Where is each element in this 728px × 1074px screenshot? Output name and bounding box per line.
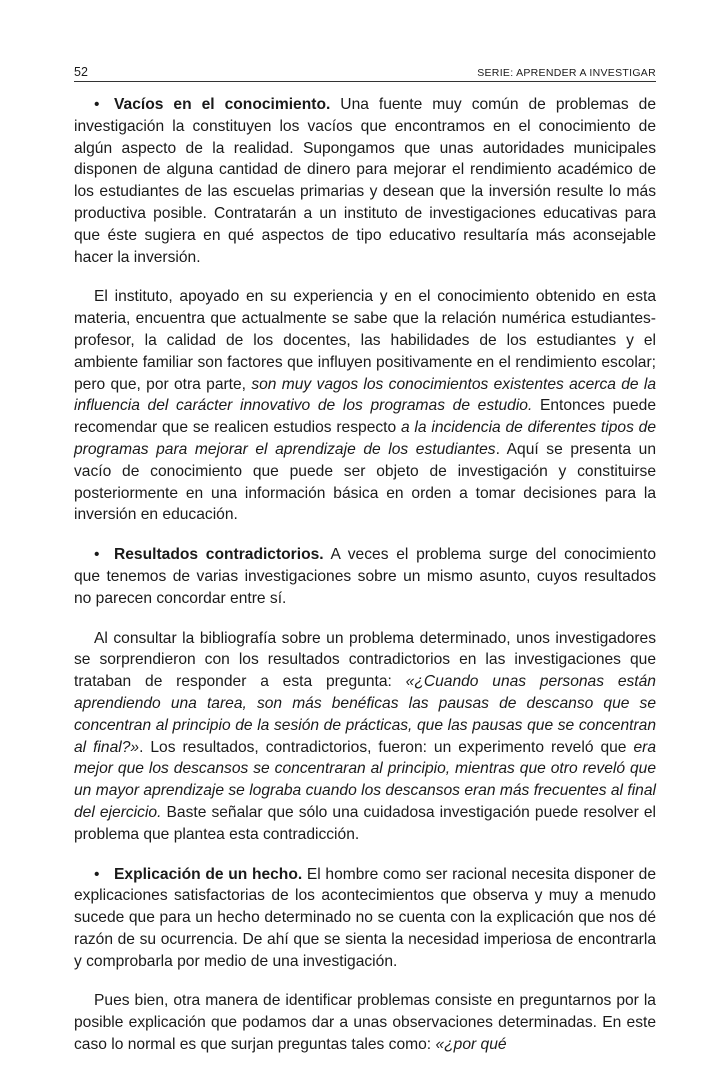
page-number: 52 bbox=[74, 65, 88, 79]
emphasis-text: son muy vagos los conocimientos existentes acerca de la influencia del carácter innovativo de los programas de estudio. bbox=[74, 375, 656, 415]
paragraph-text: El hombre como ser racional necesita disponer de explicaciones satisfactorias de los acontecimientos que observa y muy a menudo sucede que para un hecho determinado no se cuenta con la explicación que nos dé razón de su ocurrencia. De ahí que se sienta la necesidad imperiosa de encontrarla y comprobarla por medio de una investigación. bbox=[74, 865, 656, 970]
paragraph-text: A veces el problema surge del conocimiento que tenemos de varias investigaciones sobre un mismo asunto, cuyos resultados no parecen concordar entre sí. bbox=[74, 546, 656, 607]
bullet-icon: • bbox=[94, 546, 100, 564]
body-text bbox=[74, 94, 656, 1074]
emphasis-text: era mejor que los descansos se concentraran al principio, mientras que otro reveló que un mayor aprendizaje se lograba cuando los descansos eran más frecuentes al final del ejercicio. bbox=[74, 738, 656, 821]
series-title: SERIE: APRENDER A INVESTIGAR bbox=[477, 67, 656, 79]
paragraph-text: Una fuente muy común de problemas de investigación la constituyen los vacíos que encontramos en el conocimiento de algún aspecto de la realidad. Supongamos que unas autoridades municipales disponen de alguna cantidad de dinero para mejorar el rendimiento académico de los estudiantes de las escuelas primarias y desean que la inversión resulte lo más productiva posible. Contratarán a un instituto de investigaciones educativas para que éste sugiera en qué aspectos de tipo educativo resultaría más aconsejable hacer la inversión. bbox=[74, 96, 656, 266]
paragraph-explanation bbox=[74, 864, 656, 973]
paragraph-text: Al consultar la bibliografía sobre un problema determinado, unos investigadores se sorprendieron con los resultados contradictorios en las investigaciones que trataban de responder a esta pregunta: bbox=[74, 629, 656, 691]
paragraph-text: . Aquí se presenta un vacío de conocimiento que puede ser objeto de investigación y constituirse posteriormente en una información básica en orden a tomar decisiones para la inversión en educación. bbox=[74, 440, 656, 524]
paragraph-text: . Los resultados, contradictorios, fueron: un experimento reveló que bbox=[139, 738, 634, 756]
paragraph-text: Pues bien, otra manera de identificar problemas consiste en preguntarnos por la posible explicación que podamos dar a unas observaciones determinadas. En este caso lo normal es que surjan preguntas tales como: bbox=[74, 992, 656, 1054]
paragraph-contradictory-results bbox=[74, 544, 656, 609]
emphasis-text: a la incidencia de diferentes tipos de programas para mejorar el aprendizaje de los estudiantes bbox=[74, 419, 657, 458]
heading-knowledge-gaps: Vacíos en el conocimiento. bbox=[114, 96, 331, 113]
paragraph-text: El instituto, apoyado en su experiencia y en el conocimiento obtenido en esta materia, encuentra que actualmente se sabe que la relación numérica estudiantes-profesor, la calidad de los docentes, las habilidades de los estudiantes y el ambiente familiar son factores que influyen positivamente en el rendimiento escolar; pero que, por otra parte, bbox=[74, 288, 656, 393]
paragraph-text: Baste señalar que sólo una cuidadosa investigación puede resolver el problema que plantea esta contradicción. bbox=[74, 803, 656, 843]
bullet-icon: • bbox=[94, 865, 100, 883]
paragraph-knowledge-gaps bbox=[74, 94, 656, 268]
paragraph-text: Entonces puede recomendar que se realicen estudios respecto bbox=[74, 397, 656, 437]
paragraph-identify-problems bbox=[74, 990, 656, 1055]
heading-explanation: Explicación de un hecho. bbox=[114, 865, 303, 883]
emphasis-text: «¿por qué bbox=[435, 1036, 507, 1054]
paragraph-institute bbox=[74, 286, 656, 526]
paragraph-bibliography bbox=[74, 628, 656, 846]
emphasis-text: «¿Cuando unas personas están aprendiendo una tarea, son más benéficas las pausas de descanso que se concentran al principio de la sesión de prácticas, que las pausas que se concentran al final?» bbox=[74, 673, 656, 756]
heading-contradictory-results: Resultados contradictorios. bbox=[114, 546, 324, 564]
bullet-icon: • bbox=[94, 96, 100, 113]
running-header bbox=[74, 63, 656, 82]
